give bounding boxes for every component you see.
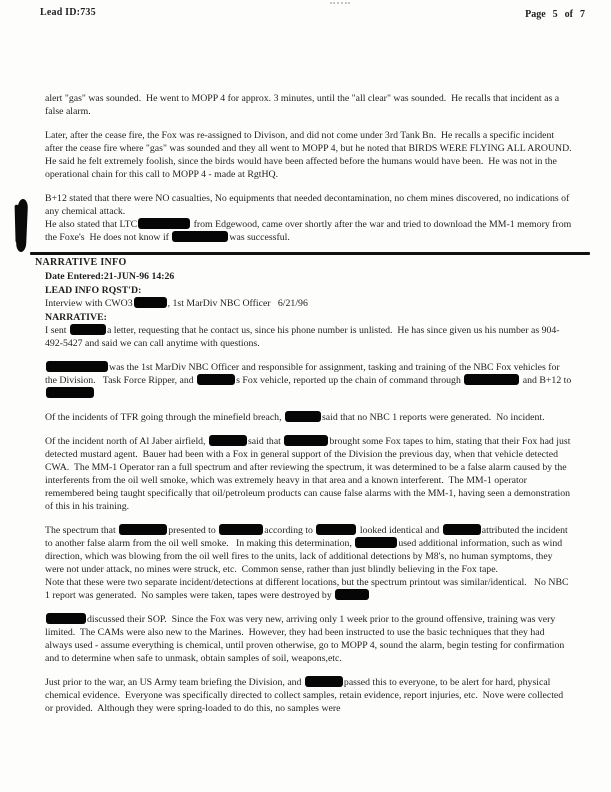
page-total: 7 xyxy=(580,9,585,20)
redaction-box xyxy=(335,589,369,600)
redaction-box xyxy=(46,361,108,372)
pre-section-paragraphs xyxy=(45,92,579,244)
redaction-box xyxy=(119,524,167,535)
text-run: I sent xyxy=(45,325,69,336)
paragraph xyxy=(45,218,572,244)
section-title: NARRATIVE INFO xyxy=(35,257,127,268)
of-label: of xyxy=(564,9,573,20)
redaction-box xyxy=(219,524,263,535)
lead-id-label: Lead ID:735 xyxy=(40,7,96,18)
paragraph xyxy=(45,129,579,181)
lead-info-label: LEAD INFO RQST'D: xyxy=(45,284,142,296)
lead-info-line xyxy=(45,297,572,311)
redaction-box xyxy=(209,435,247,446)
redaction-box xyxy=(285,411,321,422)
paragraph xyxy=(45,92,572,118)
paragraph xyxy=(45,576,572,602)
text-run: looked identical and xyxy=(357,525,442,536)
paragraph xyxy=(45,676,572,715)
redaction-box xyxy=(464,374,519,385)
narrative-label: NARRATIVE: xyxy=(45,311,107,323)
text-run: was the 1st MarDiv NBC Officer and responsible for assignment, tasking and training of the NBC Fox vehicles for the Division. Task Force Ripper, and xyxy=(45,362,563,386)
text-run: alert "gas" was sounded. He went to MOPP 4 for approx. 3 minutes, until the "all clear" was sounded. He recalls that incident as a false alarm. xyxy=(45,93,562,117)
redaction-box xyxy=(138,218,190,229)
text-run: said that xyxy=(247,436,284,447)
text-run: said that no NBC 1 reports were generated. No incident. xyxy=(321,412,545,423)
paragraph xyxy=(45,435,572,513)
text-run: Later, after the cease fire, the Fox was re-assigned to Divison, and did not come under 3rd Tank Bn. He recalls a specific incident after the cease fire where "gas" was sounded and they all went to MOPP 4, but he noted that BIRDS WERE FLYING ALL AROUND. He said he felt extremely foolish, since the birds would have been affected before the humans would have been. He was not in the operational chain for this call to MOPP 4 - made at RgtHQ. xyxy=(45,130,579,180)
text-run: used additional information, such as wind direction, which was blowing from the oil well fires to the units, lack of additional detections by M8's, no human symptoms, they were not under attack, no mines were struck, etc. Common sense, rather than just blindly believing in the Fox tape. xyxy=(45,538,565,575)
text-run: was successful. xyxy=(229,232,290,243)
text-run: passed this to everyone, to be alert for hard, physical chemical evidence. Everyone was specifically directed to collect samples, retain evidence, report injuries, etc. Nove were collected or provided. Although they were spring-loaded to do this, no samples were xyxy=(45,677,566,714)
paragraph xyxy=(45,361,572,400)
date-entered-value: 21-JUN-96 14:26 xyxy=(103,271,175,282)
redaction-box xyxy=(443,524,481,535)
page-number: 5 xyxy=(552,9,558,20)
text-run: Note that these were two separate incident/detections at different locations, but the spectrum printout was similar/identical. No NBC 1 report was generated. No samples were taken, tapes were destroyed by xyxy=(45,577,571,601)
paragraph xyxy=(45,324,572,350)
paragraph xyxy=(45,411,572,424)
narrative-paragraphs xyxy=(45,324,572,715)
paragraph xyxy=(45,613,572,665)
text-run: The spectrum that xyxy=(45,525,119,536)
redaction-box xyxy=(46,613,86,624)
text-run: Of the incidents of TFR going through the minefield breach, xyxy=(45,412,284,423)
text-run: Just prior to the war, an US Army team briefing the Division, and xyxy=(45,677,304,688)
text-run: according to xyxy=(264,525,316,536)
paragraph xyxy=(45,524,572,576)
document-body xyxy=(35,92,579,715)
redaction-box xyxy=(197,374,235,385)
date-entered-line xyxy=(45,270,572,284)
text-run: s Fox vehicle, reported up the chain of command through xyxy=(236,375,464,386)
redaction-box xyxy=(284,435,328,446)
text-run: Interview with CWO3 xyxy=(45,298,133,309)
paragraph xyxy=(45,192,572,218)
redaction-box xyxy=(134,297,167,308)
text-run: a letter, requesting that he contact us, since his phone number is unlisted. He has since given us his number as 904-492-5427 and said we can call anytime with questions. xyxy=(45,325,560,349)
redaction-box xyxy=(305,676,343,687)
text-run: Of the incident north of Al Jaber airfield, xyxy=(45,436,208,447)
text-run: brought some Fox tapes to him, stating that their Fox had just detected mustard agent. Bauer had been with a Fox in general support of the Division the previous day, when that vehicle detected CWA. The MM-1 Operator ran a full spectrum and after reviewing the spectrum, it was determined to be a false alarm caused by the interferents from the oil well smoke, which was extremely heavy in that area and a known interferent. The MM-1 operator remembered being taught specifically that oil/petroleum products can cause false alarms with the MM-1, having seen a demonstration of this in his training. xyxy=(45,436,573,512)
scan-artifact-dots xyxy=(330,2,350,4)
redaction-box xyxy=(316,524,356,535)
text-run: presented to xyxy=(168,525,219,536)
text-run: from Edgewood, came over shortly after the war and tried to download the MM-1 memory from the Foxe's He does not know if xyxy=(45,219,574,243)
redaction-box xyxy=(70,324,106,335)
redaction-margin-mark xyxy=(16,199,28,252)
page-number-indicator xyxy=(518,9,585,20)
text-run: He also stated that LTC xyxy=(45,219,138,230)
redaction-box xyxy=(355,537,397,548)
text-run: B+12 stated that there were NO casualties, No equipments that needed decontamination, no chem mines discovered, no indications of any chemical attack. xyxy=(45,193,572,217)
page-label: Page xyxy=(525,9,546,20)
text-run: attributed the incident to another false alarm from the oil well smoke. In making this determination, xyxy=(45,525,571,549)
text-run: and B+12 to xyxy=(520,375,574,386)
redaction-box xyxy=(172,231,228,242)
date-entered-label: Date Entered: xyxy=(45,271,104,282)
text-run: discussed their SOP. Since the Fox was very new, arriving only 1 week prior to the ground offensive, training was very limited. The CAMs were also new to the Marines. However, they had been instructed to use the basic techniques that they had always used - assume everything is chemical, until proven otherwise, go to MOPP 4, sound the alarm, begin testing for confirmation and to determine when safe to unmask, obtain samples of soil, weapons,etc. xyxy=(45,614,567,664)
section-divider-rule xyxy=(30,252,590,255)
redaction-box xyxy=(46,387,94,398)
text-run: , 1st MarDiv NBC Officer 6/21/96 xyxy=(167,298,308,309)
